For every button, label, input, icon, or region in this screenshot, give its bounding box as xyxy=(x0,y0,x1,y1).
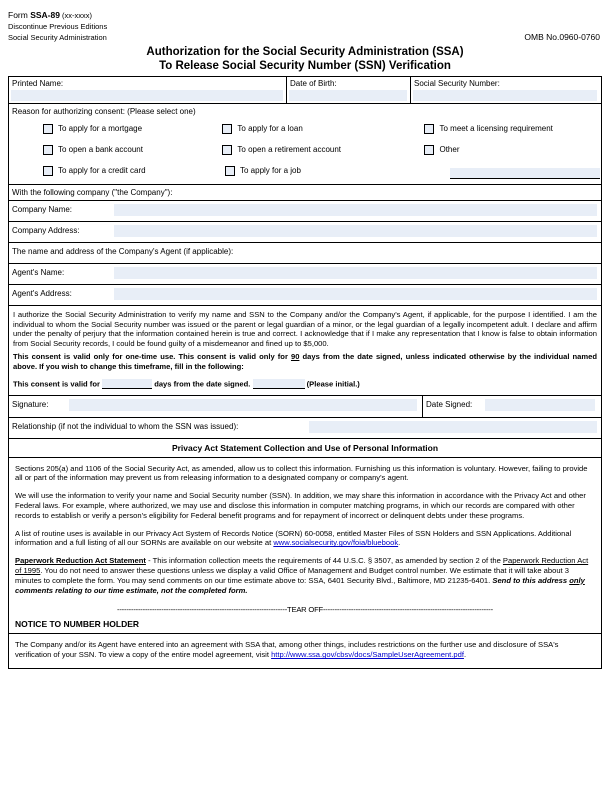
reason-options xyxy=(9,119,601,184)
notice-text-a: The Company and/or its Agent have entered into an agreement with SSA that, among other things, includes restrictions on the further use and disclosure of SSA's verification of your SSN. To view a copy of the entire model agreement, visit xyxy=(15,640,559,660)
reason-label: Reason for authorizing consent: (Please select one) xyxy=(12,107,196,116)
pra-title: Paperwork Reduction Act Statement xyxy=(15,556,146,566)
date-signed-cell[interactable] xyxy=(423,396,601,417)
reason-row-3 xyxy=(13,166,597,176)
sample-user-agreement-link[interactable]: http://www.ssa.gov/cbsv/docs/SampleUserAgreement.pdf xyxy=(271,650,464,660)
ssn-cell[interactable] xyxy=(411,77,601,103)
authorization-paragraph: I authorize the Social Security Administration to verify my name and SSN to the Company and/or the Company's Agent, if applicable, for the purpose I identified. I am the individual to whom the Social Security number was issued or the parent or legal guardian of a minor, or the legal guardian of a legally incompetent adult. I declare and affirm under the penalty of perjury that the information contained herein is true and correct. I acknowledge that if I make any representation that I know is false to obtain information from Social Security records, I could be found guilty of a misdemeanor and fined up to $5,000. xyxy=(13,310,597,348)
pra-act-link[interactable]: Paperwork Reduction Act of 1995 xyxy=(15,556,589,575)
form-label: Form xyxy=(8,10,31,20)
consent-duration-suffix: (Please initial.) xyxy=(306,378,360,388)
company-name-label: Company Name: xyxy=(12,205,73,214)
page-title xyxy=(8,45,602,73)
checkbox-credit-card[interactable] xyxy=(13,166,225,176)
validity-days: 90 xyxy=(290,352,300,362)
company-address-label: Company Address: xyxy=(12,226,80,235)
printed-name-input[interactable] xyxy=(11,90,283,101)
consent-initial-input[interactable] xyxy=(253,379,305,389)
consent-duration-prefix: This consent is valid for xyxy=(13,378,100,388)
agent-intro: The name and address of the Company's Agent (if applicable): xyxy=(12,247,234,256)
agent-name-input[interactable] xyxy=(114,267,597,279)
omb-number: OMB No.0960-0760 xyxy=(524,32,600,42)
consent-duration-mid: days from the date signed. xyxy=(154,378,251,388)
checkbox-icon[interactable] xyxy=(222,124,232,134)
relationship-input[interactable] xyxy=(309,421,597,433)
checkbox-loan[interactable] xyxy=(222,124,424,134)
company-address-row[interactable] xyxy=(9,221,601,242)
other-reason-input[interactable] xyxy=(450,168,600,179)
company-name-input[interactable] xyxy=(114,204,597,216)
consent-duration-row xyxy=(9,376,601,395)
ssn-input[interactable] xyxy=(413,90,597,101)
privacy-paragraph-3-end: . xyxy=(398,538,401,548)
form-body xyxy=(8,76,602,669)
checkbox-label: To apply for a loan xyxy=(237,124,303,133)
checkbox-icon[interactable] xyxy=(43,124,53,134)
checkbox-retirement-account[interactable] xyxy=(222,145,424,155)
checkbox-bank-account[interactable] xyxy=(13,145,222,155)
dob-label: Date of Birth: xyxy=(290,79,337,88)
privacy-paragraph-1: Sections 205(a) and 1106 of the Social Security Act, as amended, allow us to collect this information. Furnishing us this information is voluntary. However, failing to provide all or part of the information may prevent us from releasing information to a designated company or company's agent. xyxy=(15,463,588,483)
agent-address-input[interactable] xyxy=(114,288,597,300)
dob-cell[interactable] xyxy=(287,77,411,103)
date-signed-label: Date Signed: xyxy=(426,399,473,409)
privacy-act-title: Privacy Act Statement Collection and Use of Personal Information xyxy=(171,442,439,453)
notice-body xyxy=(9,634,601,660)
page-title-line1: Authorization for the Social Security Administration (SSA) xyxy=(146,46,464,58)
checkbox-icon[interactable] xyxy=(43,145,53,155)
pra-bold-2: comments relating to our time estimate, not the completed form. xyxy=(15,585,248,595)
checkbox-icon[interactable] xyxy=(424,124,434,134)
tear-off-divider: -------------------------------------------------------------------------TEAR OFF------------------------------------------------------------------------- xyxy=(117,605,493,615)
notice-paragraph xyxy=(15,640,595,660)
company-address-input[interactable] xyxy=(114,225,597,237)
privacy-act-body xyxy=(9,458,601,596)
page-title-line2: To Release Social Security Number (SSN) Verification xyxy=(159,60,451,72)
checkbox-label: To meet a licensing requirement xyxy=(439,124,553,133)
validity-statement xyxy=(9,352,601,375)
pra-bold-only: only xyxy=(569,575,585,585)
paperwork-reduction-paragraph xyxy=(15,556,595,595)
form-header xyxy=(8,10,602,43)
checkbox-other[interactable] xyxy=(424,145,597,155)
form-header-left xyxy=(8,10,107,43)
checkbox-label: To apply for a job xyxy=(240,166,301,175)
discontinue-line: Discontinue Previous Editions xyxy=(8,22,108,31)
agent-address-label: Agent's Address: xyxy=(12,289,72,298)
checkbox-mortgage[interactable] xyxy=(13,124,222,134)
checkbox-label: To apply for a mortgage xyxy=(58,124,143,133)
ssn-label: Social Security Number: xyxy=(414,79,500,88)
pra-text-b: . You do not need to answer these questions unless we display a valid Office of Management and Budget control number. We estimate that it will take about 3 minutes to complete the form. You may send comments on our time estimate above to: SSA, 6401 Security Blvd., Baltimore, MD 21235-6401. xyxy=(15,565,569,585)
checkbox-label: Other xyxy=(439,145,460,154)
validity-text-1: This consent is valid only for one-time use. This consent is valid only for xyxy=(13,352,291,362)
checkbox-label: To open a bank account xyxy=(58,145,143,154)
agent-name-label: Agent's Name: xyxy=(12,268,65,277)
privacy-paragraph-2: We will use the information to verify your name and Social Security number (SSN). In addition, we may share this information in accordance with the Privacy Act and other Federal laws. For example, where authorized, we may use and disclose this information in computer matching programs, in which our records are compared with other records to establish or verify a person's eligibility for Federal benefit programs and for repayment of incorrect or delinquent debts under these programs. xyxy=(15,491,586,520)
dob-input[interactable] xyxy=(289,90,407,101)
checkbox-label: To apply for a credit card xyxy=(58,166,146,175)
checkbox-icon[interactable] xyxy=(225,166,235,176)
form-number: SSA-89 xyxy=(30,10,60,20)
printed-name-label: Printed Name: xyxy=(12,79,64,88)
validity-text-2: days from the date signed, unless indicated otherwise by the individual named above. If you wish to change this timeframe, fill in the following: xyxy=(13,352,597,371)
reason-row-2 xyxy=(13,145,597,155)
bluebook-link[interactable]: www.socialsecurity.gov/foia/bluebook xyxy=(273,538,399,548)
company-name-row[interactable] xyxy=(9,200,601,221)
checkbox-licensing[interactable] xyxy=(424,124,597,134)
agent-intro-row xyxy=(9,242,601,263)
company-intro: With the following company ("the Company"): xyxy=(12,188,173,197)
signature-row xyxy=(9,395,601,417)
pra-text-a: - This information collection meets the requirements of 44 U.S.C. § 3507, as amended by section 2 of the xyxy=(145,556,503,566)
agent-address-row[interactable] xyxy=(9,284,601,305)
checkbox-label: To open a retirement account xyxy=(237,145,342,154)
form-edition: (xx-xxxx) xyxy=(59,11,93,20)
checkbox-job[interactable] xyxy=(225,166,430,176)
identity-row xyxy=(9,77,601,103)
privacy-paragraph-3 xyxy=(15,529,595,549)
reason-row-1 xyxy=(13,124,597,134)
notice-title: NOTICE TO NUMBER HOLDER xyxy=(15,619,140,630)
agent-name-row[interactable] xyxy=(9,263,601,284)
pra-bold-1: Send to this address xyxy=(492,575,570,585)
printed-name-cell[interactable] xyxy=(9,77,287,103)
signature-label: Signature: xyxy=(12,399,49,409)
relationship-row[interactable] xyxy=(9,417,601,438)
checkbox-icon[interactable] xyxy=(222,145,232,155)
privacy-paragraph-3-text: A list of routine uses is available in our Privacy Act System of Records Notice (SORN) 60-0058, entitled Master Files of SSN Holders and SSN Applications. Additional information and a full listing of all our SORNs are available on our website at xyxy=(15,528,572,548)
signature-cell[interactable] xyxy=(9,396,423,417)
form-number-line xyxy=(8,10,107,21)
consent-days-input[interactable] xyxy=(102,379,152,389)
signature-input[interactable] xyxy=(69,399,417,411)
date-signed-input[interactable] xyxy=(485,399,595,411)
checkbox-icon[interactable] xyxy=(43,166,53,176)
notice-text-b: . xyxy=(463,650,467,660)
agency-line: Social Security Administration xyxy=(8,33,107,42)
checkbox-icon[interactable] xyxy=(424,145,434,155)
relationship-label: Relationship (if not the individual to whom the SSN was issued): xyxy=(12,421,239,431)
